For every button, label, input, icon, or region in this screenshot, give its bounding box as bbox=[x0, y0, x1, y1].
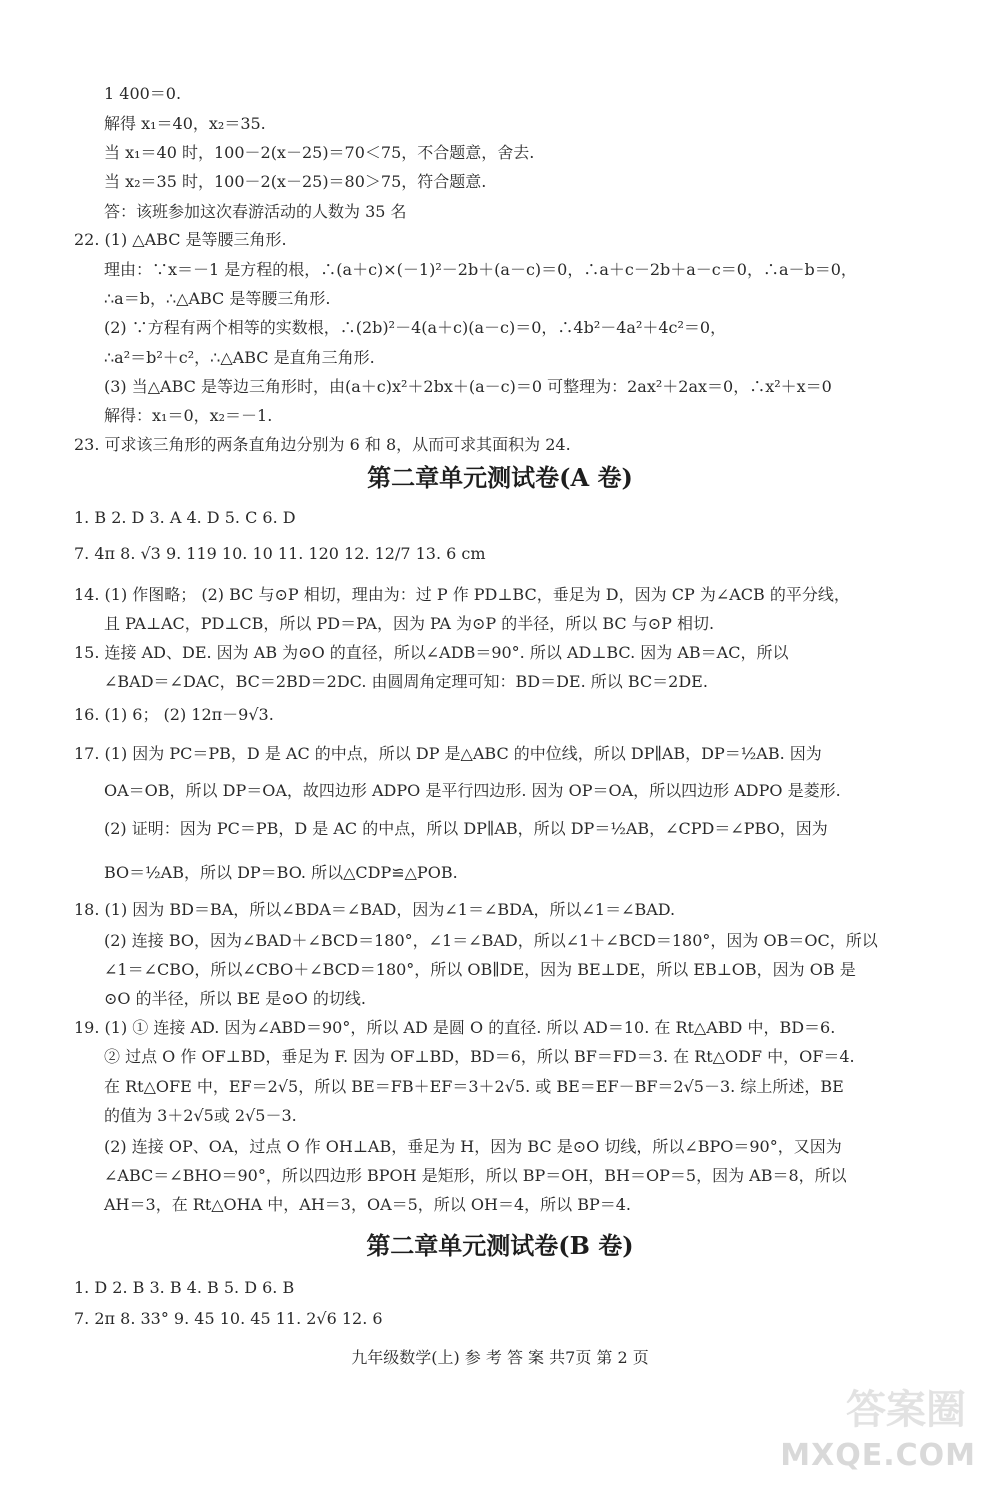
text-line: ∴a²＝b²＋c²，∴△ABC 是直角三角形. bbox=[104, 348, 375, 367]
question-22: 22. (1) △ABC 是等腰三角形. bbox=[74, 230, 287, 249]
text-line: (2) 连接 BO，因为∠BAD＋∠BCD＝180°，∠1＝∠BAD，所以∠1＋∠BCD＝180°，因为 OB＝OC，所以 bbox=[104, 931, 878, 950]
answer-row: 7. 4π 8. √3 9. 119 10. 10 11. 120 12. 12/7 13. 6 cm bbox=[74, 544, 486, 563]
text-line: 1 400＝0. bbox=[104, 84, 182, 103]
text-line: AH＝3，在 Rt△OHA 中，AH＝3，OA＝5，所以 OH＝4，所以 BP＝4. bbox=[104, 1195, 632, 1214]
question-18: 18. (1) 因为 BD＝BA，所以∠BDA＝∠BAD，因为∠1＝∠BDA，所以∠1＝∠BAD. bbox=[74, 900, 676, 919]
text-line: (2) ∵方程有两个相等的实数根，∴(2b)²－4(a＋c)(a－c)＝0，∴4b²－4a²＋4c²＝0， bbox=[104, 318, 727, 337]
text-line: ∴a＝b，∴△ABC 是等腰三角形. bbox=[104, 289, 331, 308]
text-line: 解得 x₁＝40，x₂＝35. bbox=[104, 114, 266, 133]
text-line: 当 x₂＝35 时，100－2(x－25)＝80＞75，符合题意. bbox=[104, 172, 487, 191]
section-title-b: 第二章单元测试卷(B 卷) bbox=[366, 1231, 634, 1260]
text-line: 理由：∵x＝－1 是方程的根，∴(a＋c)×(－1)²－2b＋(a－c)＝0，∴a＋c－2b＋a－c＝0，∴a－b＝0， bbox=[104, 260, 857, 279]
text-line: OA＝OB，所以 DP＝OA，故四边形 ADPO 是平行四边形. 因为 OP＝OA，所以四边形 ADPO 是菱形. bbox=[104, 781, 841, 800]
text-line: (2) 连接 OP、OA，过点 O 作 OH⊥AB，垂足为 H，因为 BC 是⊙O 切线，所以∠BPO＝90°，又因为 bbox=[104, 1137, 842, 1156]
answer-row: 1. B 2. D 3. A 4. D 5. C 6. D bbox=[74, 508, 296, 527]
question-15: 15. 连接 AD、DE. 因为 AB 为⊙O 的直径，所以∠ADB＝90°. 所以 AD⊥BC. 因为 AB＝AC，所以 bbox=[74, 643, 789, 662]
text-line: ⊙O 的半径，所以 BE 是⊙O 的切线. bbox=[104, 989, 366, 1008]
text-line: (3) 当△ABC 是等边三角形时，由(a＋c)x²＋2bx＋(a－c)＝0 可整理为：2ax²＋2ax＝0，∴x²＋x＝0 bbox=[104, 377, 832, 396]
text-line: 解得：x₁＝0，x₂＝－1. bbox=[104, 406, 273, 425]
question-14: 14. (1) 作图略； (2) BC 与⊙P 相切，理由为：过 P 作 PD⊥BC，垂足为 D，因为 CP 为∠ACB 的平分线， bbox=[74, 585, 850, 604]
watermark bbox=[780, 1387, 986, 1481]
text-line: 答：该班参加这次春游活动的人数为 35 名 bbox=[104, 202, 407, 221]
text-line: ∠BAD＝∠DAC，BC＝2BD＝2DC. 由圆周角定理可知：BD＝DE. 所以 BC＝2DE. bbox=[104, 672, 708, 691]
watermark-site: MXQE.COM bbox=[780, 1438, 976, 1473]
answer-row: 1. D 2. B 3. B 4. B 5. D 6. B bbox=[74, 1278, 295, 1297]
question-19: 19. (1) ① 连接 AD. 因为∠ABD＝90°，所以 AD 是圆 O 的直径. 所以 AD＝10. 在 Rt△ABD 中，BD＝6. bbox=[74, 1018, 836, 1037]
question-17: 17. (1) 因为 PC＝PB，D 是 AC 的中点，所以 DP 是△ABC 的中位线，所以 DP∥AB，DP＝½AB. 因为 bbox=[74, 744, 822, 763]
question-23: 23. 可求该三角形的两条直角边分别为 6 和 8，从而可求其面积为 24. bbox=[74, 435, 571, 454]
answer-row: 7. 2π 8. 33° 9. 45 10. 45 11. 2√6 12. 6 bbox=[74, 1309, 383, 1328]
text-line: ∠ABC＝∠BHO＝90°，所以四边形 BPOH 是矩形，所以 BP＝OH，BH＝OP＝5，因为 AB＝8，所以 bbox=[104, 1166, 847, 1185]
text-line: ② 过点 O 作 OF⊥BD，垂足为 F. 因为 OF⊥BD，BD＝6，所以 BF＝FD＝3. 在 Rt△ODF 中，OF＝4. bbox=[104, 1047, 855, 1066]
question-16: 16. (1) 6； (2) 12π－9√3. bbox=[74, 705, 274, 724]
watermark-logo: 答案圈 bbox=[846, 1387, 966, 1433]
text-line: ∠1＝∠CBO，所以∠CBO＋∠BCD＝180°，所以 OB∥DE，因为 BE⊥DE，所以 EB⊥OB，因为 OB 是 bbox=[104, 960, 856, 979]
text-line: 且 PA⊥AC，PD⊥CB，所以 PD＝PA，因为 PA 为⊙P 的半径，所以 BC 与⊙P 相切. bbox=[104, 614, 715, 633]
text-line: BO＝½AB，所以 DP＝BO. 所以△CDP≌△POB. bbox=[104, 863, 458, 882]
page-footer: 九年级数学(上) 参 考 答 案 共7页 第 2 页 bbox=[351, 1348, 649, 1367]
text-line: 的值为 3＋2√5或 2√5－3. bbox=[104, 1106, 297, 1125]
text-line: (2) 证明：因为 PC＝PB，D 是 AC 的中点，所以 DP∥AB，所以 DP＝½AB，∠CPD＝∠PBO，因为 bbox=[104, 819, 828, 838]
text-line: 当 x₁＝40 时，100－2(x－25)＝70＜75，不合题意，舍去. bbox=[104, 143, 535, 162]
text-line: 在 Rt△OFE 中，EF＝2√5，所以 BE＝FB＋EF＝3＋2√5. 或 BE＝EF－BF＝2√5－3. 综上所述，BE bbox=[104, 1077, 844, 1096]
section-title-a: 第二章单元测试卷(A 卷) bbox=[367, 463, 633, 492]
